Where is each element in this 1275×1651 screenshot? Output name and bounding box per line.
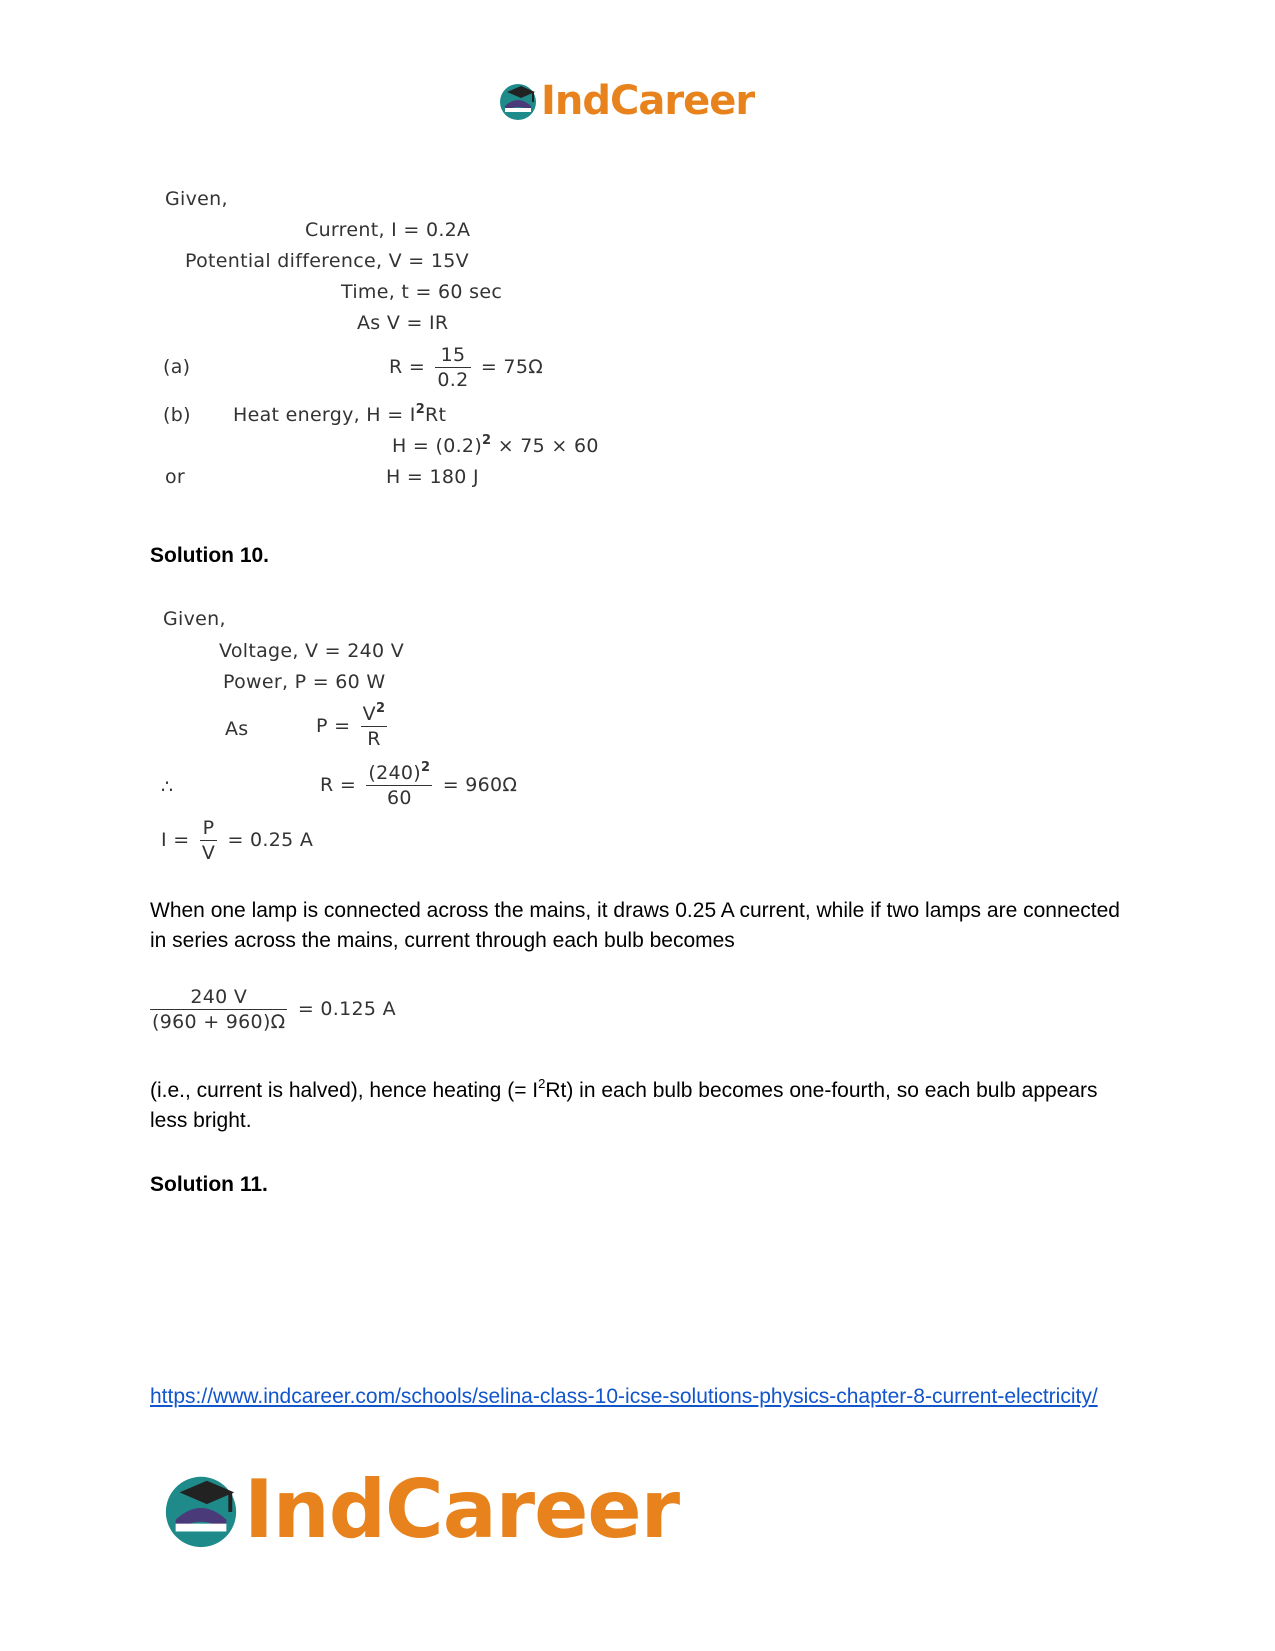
series-current-equation <box>150 985 396 1034</box>
or-label: or <box>165 466 186 488</box>
solution-10-heading: Solution 10. <box>150 544 270 567</box>
a-denominator: 0.2 <box>437 369 469 391</box>
i-rhs: = 0.25 A <box>227 829 314 851</box>
p-fraction <box>361 702 388 751</box>
p-num-base: V <box>362 703 376 725</box>
a-rhs: = 75Ω <box>480 356 544 378</box>
therefore-symbol: ∴ <box>161 776 174 798</box>
a-lhs: R = <box>389 356 426 378</box>
series-denominator: (960 + 960)Ω <box>152 1011 286 1033</box>
a-fraction <box>435 343 470 392</box>
h-result-line: H = 180 J <box>386 466 479 488</box>
time-line: Time, t = 60 sec <box>341 281 503 303</box>
heat-energy-line <box>233 404 446 426</box>
power-line: Power, P = 60 W <box>223 671 386 693</box>
series-lamps-paragraph: When one lamp is connected across the mains, it draws 0.25 A current, while if two lamps are connected in series across the mains, current through each bulb becomes <box>150 899 1120 952</box>
solution-11-heading: Solution 11. <box>150 1173 268 1196</box>
r-num-base: (240) <box>368 762 421 784</box>
i-denominator: V <box>201 842 216 864</box>
r-equation <box>320 761 517 810</box>
p-denominator: R <box>367 728 381 750</box>
i-lhs: I = <box>161 829 190 851</box>
header-logo-text: IndCareer <box>541 78 755 124</box>
r-lhs: R = <box>320 774 357 796</box>
heating-paragraph <box>150 1076 1130 1136</box>
pd-line: Potential difference, V = 15V <box>185 250 469 272</box>
as-label: As <box>225 718 249 740</box>
source-link[interactable]: https://www.indcareer.com/schools/selina-class-10-icse-solutions-physics-chapter-8-current-electricity/ <box>150 1385 1098 1408</box>
s10-given-label: Given, <box>163 608 226 630</box>
h-sup: 2 <box>482 433 492 448</box>
p-lhs: P = <box>316 715 351 737</box>
heating-post: Rt) in each bulb becomes one-fourth, so each bulb appears less bright. <box>150 1079 1098 1132</box>
given-label: Given, <box>165 188 228 210</box>
h-calc-line <box>392 435 599 457</box>
heat-post: Rt <box>425 404 447 426</box>
series-numerator: 240 V <box>150 985 287 1010</box>
part-a-label: (a) <box>163 356 191 378</box>
as-v-line: As V = IR <box>357 312 449 334</box>
graduation-globe-icon <box>497 80 539 122</box>
h-post: × 75 × 60 <box>497 435 599 457</box>
current-line: Current, I = 0.2A <box>305 219 471 241</box>
voltage-line: Voltage, V = 240 V <box>219 640 405 662</box>
i-numerator: P <box>200 816 217 841</box>
part-b-label: (b) <box>163 404 191 426</box>
a-numerator: 15 <box>435 343 470 368</box>
series-fraction <box>150 985 287 1034</box>
heating-sup: 2 <box>538 1076 546 1091</box>
heating-pre: (i.e., current is halved), hence heating (= I <box>150 1079 539 1102</box>
series-rhs: = 0.125 A <box>297 998 396 1020</box>
r-num-sup: 2 <box>421 760 431 775</box>
p-numerator <box>361 702 388 727</box>
h-pre: H = (0.2) <box>392 435 483 457</box>
footer-logo-text: IndCareer <box>244 1463 680 1556</box>
heat-pre: Heat energy, H = I <box>233 404 416 426</box>
part-a-equation <box>389 343 543 392</box>
header-logo <box>497 78 754 124</box>
heat-sup: 2 <box>415 402 426 417</box>
r-rhs: = 960Ω <box>442 774 518 796</box>
r-fraction <box>366 761 432 810</box>
r-numerator <box>366 761 432 786</box>
i-equation <box>161 816 313 865</box>
footer-logo <box>160 1463 679 1556</box>
i-fraction <box>200 816 217 865</box>
p-num-sup: 2 <box>375 701 386 716</box>
p-equation <box>316 702 391 751</box>
r-denominator: 60 <box>386 787 412 809</box>
graduation-globe-icon <box>160 1469 242 1551</box>
